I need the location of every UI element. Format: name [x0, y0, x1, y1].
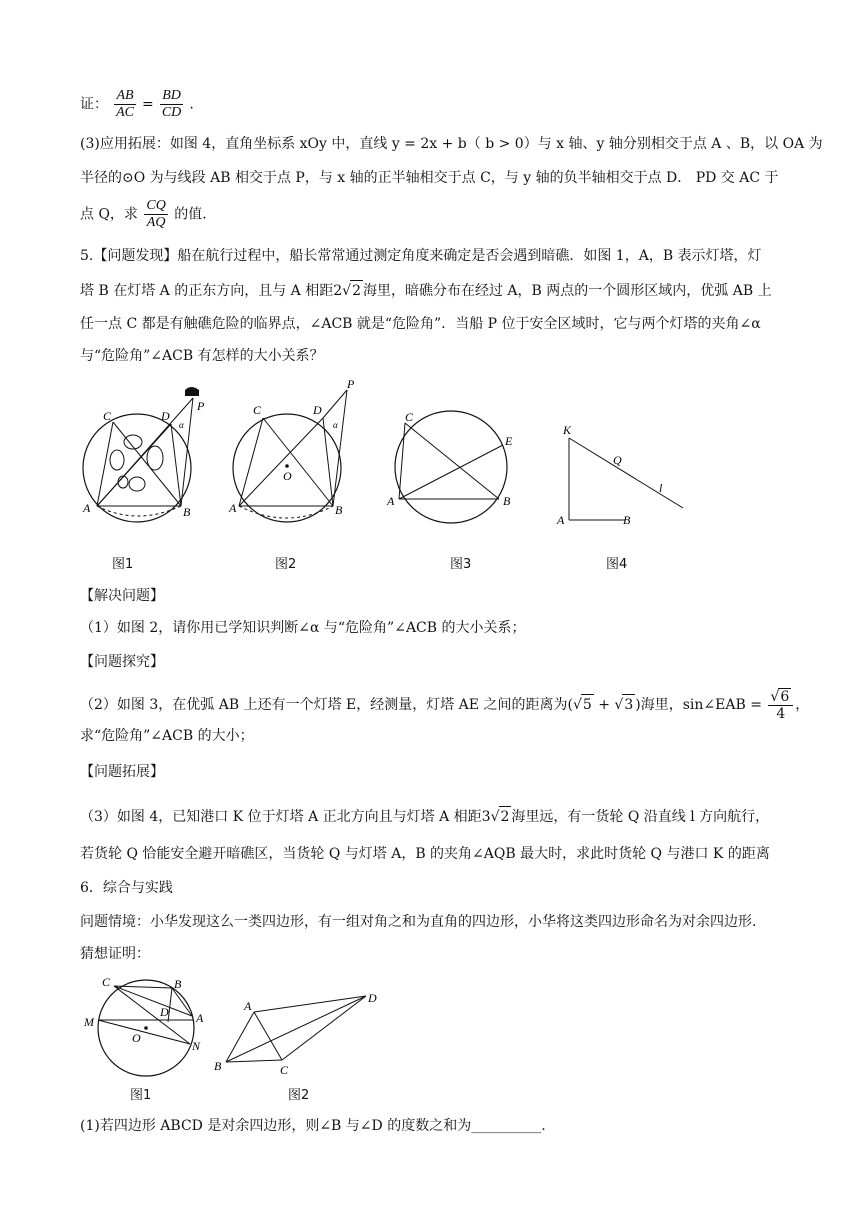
caption-fig2: 图2: [275, 557, 297, 572]
label-k: K: [563, 423, 572, 437]
q5-heading-extend: 【问题拓展】: [80, 764, 164, 780]
fraction-ab-ac: $\frac{AB}{AC}$: [116, 88, 134, 120]
caption-fig4: 图4: [606, 557, 628, 572]
q5-part3-line2: 若货轮 Q 恰能安全避开暗礁区，当货轮 Q 与灯塔 A，B 的夹角∠AQB 最大时，求此时货轮 Q 与港口 K 的距离: [80, 846, 770, 862]
label-e: E: [505, 434, 513, 448]
caption-6-fig2: 图2: [288, 1088, 310, 1103]
label-q: Q: [613, 453, 622, 467]
label-a: A: [244, 999, 252, 1013]
q5-part3-line1: （3）如图 4，已知港口 K 位于灯塔 A 正北方向且与灯塔 A 相距3√2 海里远，有一货轮 Q 沿直线 l 方向航行，: [80, 806, 769, 827]
proof-line: 证： $\frac{AB}{AC}$ = $\frac{BD}{CD}$ .: [80, 88, 194, 120]
q6-title: 6．综合与实践: [80, 880, 173, 896]
q4-3-line2: 半径的⊙O 为与线段 AB 相交于点 P，与 x 轴的正半轴相交于点 C，与 y 轴的负半轴相交于点 D． PD 交 AC 于: [80, 170, 779, 186]
q5-intro-line2: 塔 B 在灯塔 A 的正东方向，且与 A 相距2√2 海里，暗礁分布在经过 A，B 两点的一个圆形区域内，优弧 AB 上: [80, 280, 772, 301]
q5-intro-line1: 5.【问题发现】船在航行过程中，船长常常通过测定角度来确定是否会遇到暗礁．如图 1，A，B 表示灯塔，灯: [80, 248, 762, 264]
q4-3-line1: (3)应用拓展：如图 4，直角坐标系 xOy 中，直线 y = 2x + b（ b > 0）与 x 轴、y 轴分别相交于点 A 、B，以 OA 为: [80, 136, 823, 152]
label-a: A: [557, 513, 565, 527]
label-c: C: [103, 409, 112, 423]
label-alpha: α: [179, 420, 184, 430]
caption-fig1: 图1: [112, 557, 134, 572]
label-alpha: α: [333, 420, 338, 430]
label-b: B: [623, 513, 631, 527]
label-b: B: [335, 503, 343, 517]
label-b: B: [183, 505, 191, 519]
label-o: O: [283, 469, 292, 483]
label-m: M: [84, 1015, 94, 1029]
q6-conjecture: 猜想证明：: [80, 946, 150, 962]
q5-part2-line2: 求“危险角”∠ACB 的大小；: [80, 728, 254, 744]
label-c: C: [405, 410, 414, 424]
q5-part1: （1）如图 2，请你用已学知识判断∠α 与“危险角”∠ACB 的大小关系；: [80, 620, 526, 636]
label-d: D: [313, 403, 322, 417]
q6-situation: 问题情境：小华发现这么一类四边形，有一组对角之和为直角的四边形，小华将这类四边形命名为对余四边形.: [80, 914, 757, 930]
q5-intro-line4: 与“危险角”∠ACB 有怎样的大小关系？: [80, 348, 324, 364]
q5-heading-solve: 【解决问题】: [80, 588, 164, 604]
label-n: N: [192, 1039, 201, 1053]
proof-prefix: 证：: [80, 96, 108, 113]
caption-6-fig1: 图1: [130, 1088, 152, 1103]
label-c: C: [280, 1063, 289, 1077]
figure-3-circle-e: [385, 405, 525, 535]
label-d: D: [368, 991, 377, 1005]
label-a: A: [83, 501, 91, 515]
q4-3-line3: 点 Q，求 $\frac{CQ}{AQ}$ 的值.: [80, 198, 207, 230]
label-c: C: [253, 403, 262, 417]
fraction-cq-aq: $\frac{CQ}{AQ}$: [146, 198, 166, 230]
label-a: A: [387, 494, 395, 508]
label-l: l: [659, 481, 663, 495]
q6-part1: (1)若四边形 ABCD 是对余四边形，则∠B 与∠D 的度数之和为__________.: [80, 1118, 546, 1134]
figure-2-circle-angle: [225, 348, 365, 538]
label-b: B: [503, 494, 511, 508]
fraction-bd-cd: $\frac{BD}{CD}$: [161, 88, 182, 120]
caption-fig3: 图3: [450, 557, 472, 572]
figure-6-1-circle-quad: [80, 972, 220, 1082]
fraction-sqrt6-4: $\frac{√6}{4}$: [768, 688, 793, 722]
label-a: A: [196, 1011, 204, 1025]
figure-1-reef-circle: [75, 378, 215, 538]
figure-4-line-l: [555, 420, 695, 530]
label-a: A: [229, 501, 237, 515]
label-c: C: [102, 975, 111, 989]
label-o: O: [132, 1031, 141, 1045]
label-p: P: [347, 377, 355, 391]
figure-6-2-quad: [210, 990, 390, 1080]
q5-intro-line3: 任一点 C 都是有触礁危险的临界点，∠ACB 就是“危险角”．当船 P 位于安全区域时，它与两个灯塔的夹角∠α: [80, 316, 761, 332]
label-p: P: [197, 399, 205, 413]
q5-part2-line1: （2）如图 3，在优弧 AB 上还有一个灯塔 E，经测量，灯塔 AE 之间的距离为(√5 + √3 )海里，sin∠EAB = $\frac{√6}{4}$ ，: [80, 689, 810, 722]
q5-heading-explore: 【问题探究】: [80, 654, 164, 670]
label-b: B: [214, 1059, 222, 1073]
label-d: D: [160, 1005, 169, 1019]
label-d: D: [161, 409, 170, 423]
label-b: B: [174, 977, 182, 991]
